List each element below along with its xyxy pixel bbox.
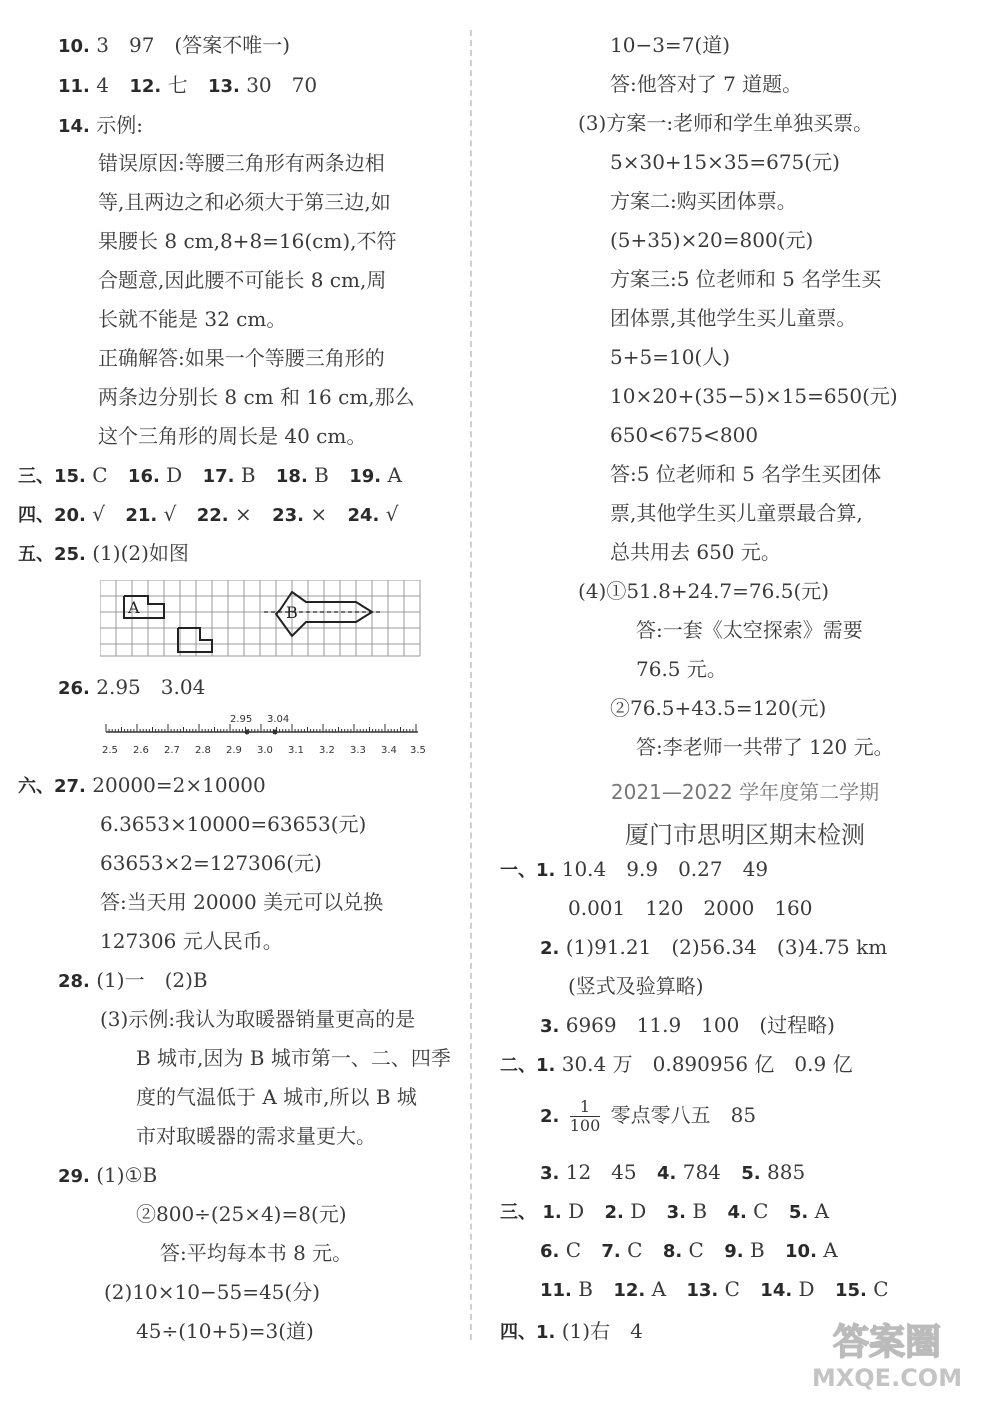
answer-27-line: 127306 元人民币。 <box>100 929 283 953</box>
part1-q2-line2: (竖式及验算略) <box>568 974 704 998</box>
answer-14-line: 等,且两边之和必须大于第三边,如 <box>98 190 391 214</box>
part1-q2: 2. (1)91.21 (2)56.34 (3)4.75 km <box>540 935 888 959</box>
answer-27-line: 63653×2=127306(元) <box>100 851 322 875</box>
ruler-tick-label: 2.7 <box>164 745 180 756</box>
ruler-tick-label: 2.8 <box>195 745 211 756</box>
part2-q1: 二、1. 30.4 万 0.890956 亿 0.9 亿 <box>500 1052 853 1076</box>
answer-29-line: ②800÷(25×4)=8(元) <box>136 1202 347 1226</box>
right-line: (5+35)×20=800(元) <box>610 228 814 252</box>
exam-year-header: 2021—2022 学年度第二学期 <box>610 780 880 804</box>
right-line: 650<675<800 <box>610 423 759 447</box>
part1-q1: 一、1. 10.4 9.9 0.27 49 <box>500 857 769 881</box>
ruler-mark-label: 3.04 <box>267 714 290 725</box>
right-line: 总共用去 650 元。 <box>610 540 781 564</box>
number-line-ruler <box>98 710 428 760</box>
part2-q3-5: 3. 12 45 4. 784 5. 885 <box>540 1160 806 1184</box>
answer-14-line: 合题意,因此腰不可能长 8 cm,周 <box>98 268 387 292</box>
right-line: 答:一套《太空探索》需要 <box>636 618 863 642</box>
part4-q1: 四、1. (1)右 4 <box>500 1319 643 1343</box>
answer-14-line: 两条边分别长 8 cm 和 16 cm,那么 <box>98 385 415 409</box>
column-divider <box>470 30 472 1340</box>
ruler-point <box>273 730 278 735</box>
answer-10: 10. 3 97 (答案不唯一) <box>58 33 291 57</box>
ruler-tick-label: 3.3 <box>350 745 366 756</box>
section-3-answers: 三、15. C 16. D 17. B 18. B 19. A <box>18 463 402 487</box>
watermark-url: MXQE.COM <box>811 1364 963 1392</box>
answer-14-line: 错误原因:等腰三角形有两条边相 <box>98 151 385 175</box>
answer-14-head: 14. 示例: <box>58 113 143 137</box>
answers-11-13: 11. 4 12. 七 13. 30 70 <box>58 73 318 97</box>
part2-q2: 2. $\frac{1}{100}$ 零点零八五 85 <box>540 1097 757 1135</box>
answer-28-line: 市对取暖器的需求量更大。 <box>136 1124 376 1148</box>
right-line: 答:他答对了 7 道题。 <box>610 72 803 96</box>
answer-27-line: 答:当天用 20000 美元可以兑换 <box>100 890 384 914</box>
ruler-mark-label: 2.95 <box>230 714 253 725</box>
right-line: 方案二:购买团体票。 <box>610 189 797 213</box>
right-line: (3)方案一:老师和学生单独买票。 <box>578 111 874 135</box>
answer-28-line: B 城市,因为 B 城市第一、二、四季 <box>136 1046 451 1070</box>
right-line: 76.5 元。 <box>636 657 727 681</box>
watermark-logo <box>792 1314 982 1394</box>
answer-28-line: (3)示例:我认为取暖器销量更高的是 <box>100 1007 416 1031</box>
right-line: 5×30+15×35=675(元) <box>610 150 840 174</box>
ruler-tick-label: 3.1 <box>288 745 304 756</box>
ruler-tick-label: 2.9 <box>226 745 242 756</box>
answer-14-line: 正确解答:如果一个等腰三角形的 <box>98 346 385 370</box>
right-line: 团体票,其他学生买儿童票。 <box>610 306 857 330</box>
ruler-point <box>245 730 250 735</box>
part3-row3: 11. B 12. A 13. C 14. D 15. C <box>540 1277 889 1301</box>
part1-q3: 3. 6969 11.9 100 (过程略) <box>540 1013 835 1037</box>
right-line: 10×20+(35−5)×15=650(元) <box>610 384 898 408</box>
ruler-tick-label: 2.5 <box>102 745 118 756</box>
ruler-tick-label: 2.6 <box>133 745 149 756</box>
shape-a-label: A <box>128 598 140 617</box>
ruler-tick-label: 3.4 <box>381 745 397 756</box>
right-line: (4)①51.8+24.7=76.5(元) <box>578 579 830 603</box>
right-line: 5+5=10(人) <box>610 345 731 369</box>
right-line: ②76.5+43.5=120(元) <box>610 696 827 720</box>
answer-14-line: 这个三角形的周长是 40 cm。 <box>98 424 367 448</box>
section-4-answers: 四、20. √ 21. √ 22. × 23. × 24. √ <box>18 502 399 526</box>
watermark-text: 答案圈 <box>832 1322 942 1363</box>
section-5-answer-25: 五、25. (1)(2)如图 <box>18 541 189 565</box>
ruler-tick-label: 3.2 <box>319 745 335 756</box>
answer-29-head: 29. (1)①B <box>58 1163 158 1187</box>
answer-29-line: (2)10×10−55=45(分) <box>104 1280 321 1304</box>
part1-q1-line2: 0.001 120 2000 160 <box>568 896 813 920</box>
answer-28-head: 28. (1)一 (2)B <box>58 968 208 992</box>
ruler-tick-label: 3.5 <box>410 745 426 756</box>
shape-b-label: B <box>286 603 298 622</box>
fraction: $\frac{1}{100}$ <box>569 1097 601 1135</box>
right-line: 方案三:5 位老师和 5 名学生买 <box>610 267 882 291</box>
grid-figure <box>100 580 430 660</box>
part3-row2: 6. C 7. C 8. C 9. B 10. A <box>540 1238 838 1262</box>
right-line: 答:李老师一共带了 120 元。 <box>636 735 894 759</box>
answer-14-line: 长就不能是 32 cm。 <box>98 307 287 331</box>
answer-27-line: 6.3653×10000=63653(元) <box>100 812 367 836</box>
exam-title-header: 厦门市思明区期末检测 <box>625 821 865 849</box>
answer-29-line: 答:平均每本书 8 元。 <box>160 1241 353 1265</box>
answer-14-line: 果腰长 8 cm,8+8=16(cm),不符 <box>98 229 397 253</box>
part3-row1: 三、 1. D 2. D 3. B 4. C 5. A <box>500 1199 830 1223</box>
answer-29-line: 45÷(10+5)=3(道) <box>136 1319 314 1343</box>
section-6-answer-27: 六、27. 20000=2×10000 <box>18 773 266 797</box>
ruler-tick-label: 3.0 <box>257 745 273 756</box>
right-line: 答:5 位老师和 5 名学生买团体 <box>610 462 882 486</box>
answer-28-line: 度的气温低于 A 城市,所以 B 城 <box>136 1085 417 1109</box>
right-line: 票,其他学生买儿童票最合算, <box>610 501 863 525</box>
right-line: 10−3=7(道) <box>610 33 731 57</box>
answer-26: 26. 2.95 3.04 <box>58 675 206 699</box>
